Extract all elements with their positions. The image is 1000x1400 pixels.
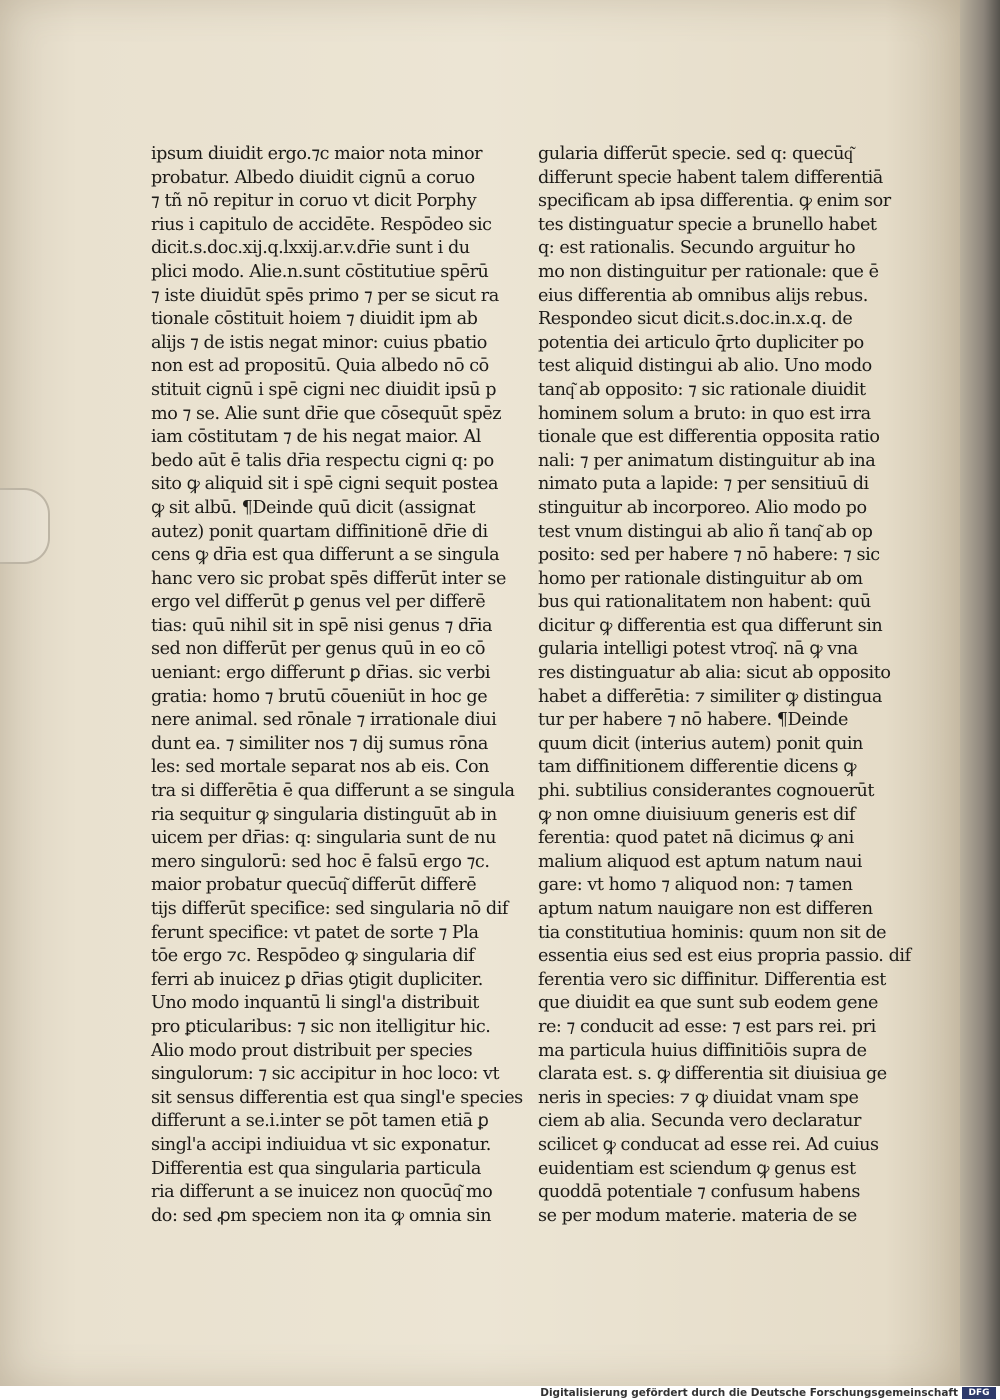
text-line: essentia eius sed est eius propria passio. dif <box>538 946 911 967</box>
text-line: dicitur ꝙ differentia est qua differunt sin <box>538 615 883 636</box>
text-line: Alio modo prout distribuit per species <box>151 1040 473 1061</box>
text-line: dicit.s.doc.xij.q.lxxij.ar.v.dr̄ie sunt i du <box>151 238 470 259</box>
text-line: mo non distinguitur per rationale: que ē <box>538 261 879 282</box>
text-line: ipsum diuidit ergo.⁊c maior nota minor <box>151 144 483 164</box>
text-line: bedo aūt ē talis dr̄ia respectu cigni q: po <box>151 450 494 471</box>
text-line: gratia: homo ⁊ brutū cōueniūt in hoc ge <box>151 686 488 707</box>
text-line: potentia dei articulo q̄rto dupliciter po <box>538 332 864 353</box>
text-line: test aliquid distingui ab alio. Uno modo <box>538 356 872 377</box>
text-line: cens ꝙ dr̄ia est qua differunt a se singula <box>151 545 500 566</box>
text-line: sito ꝙ aliquid sit i spē cigni sequit postea <box>151 474 499 495</box>
text-line: ria sequitur ꝙ singularia distinguūt ab in <box>151 804 497 825</box>
text-line: ferri ab inuicez ꝑ dr̄ias ꝯtigit dupliciter. <box>151 969 483 990</box>
text-line: ueniant: ergo differunt ꝑ dr̄ias. sic verbi <box>151 663 491 684</box>
text-line: probatur. Albedo diuidit cignū a coruo <box>151 167 475 188</box>
text-line: singulorum: ⁊ sic accipitur in hoc loco: vt <box>151 1064 500 1085</box>
text-line: malium aliquod est aptum natum naui <box>538 851 862 872</box>
text-line: se per modum materie. materia de se <box>538 1205 857 1226</box>
text-line: pro ꝑticularibus: ⁊ sic non itelligitur hic. <box>151 1016 491 1037</box>
text-line: nali: ⁊ per animatum distinguitur ab ina <box>538 450 876 471</box>
text-line: tam diffinitionem differentie dicens ꝙ <box>538 757 857 778</box>
text-line: gare: vt homo ⁊ aliquod non: ⁊ tamen <box>538 875 853 896</box>
text-line: nimato puta a lapide: ⁊ per sensitiuū di <box>538 474 869 495</box>
text-line: tōe ergo ⁊c. Respōdeo ꝙ singularia dif <box>151 946 475 967</box>
text-line: bus qui rationalitatem non habent: quū <box>538 592 871 613</box>
funding-credit: Digitalisierung gefördert durch die Deutsche Forschungsgemeinschaft <box>540 1387 958 1399</box>
text-line: Respondeo sicut dicit.s.doc.in.x.q. de <box>538 309 853 330</box>
text-line: differunt specie habent talem differentiā <box>538 167 883 188</box>
text-line: nere animal. sed rōnale ⁊ irrationale diui <box>151 710 497 731</box>
text-line: uicem per dr̄ias: q: singularia sunt de nu <box>151 828 496 849</box>
text-line: les: sed mortale separat nos ab eis. Con <box>151 757 490 778</box>
text-line: differunt a se.i.inter se pōt tamen etiā ꝑ <box>151 1111 489 1132</box>
text-line: iam cōstitutam ⁊ de his negat maior. Al <box>151 427 481 448</box>
text-line: Differentia est qua singularia particula <box>151 1158 481 1179</box>
text-line: specificam ab ipsa differentia. ꝙ enim sor <box>538 191 891 212</box>
text-line: q: est rationalis. Secundo arguitur ho <box>538 238 856 259</box>
text-line: gularia intelligi potest vtroq͂. nā ꝙ vna <box>538 639 858 660</box>
text-line: res distinguatur ab alia: sicut ab opposito <box>538 663 891 684</box>
text-line: sed non differūt per genus quū in eo cō <box>151 639 486 660</box>
text-line: autez) ponit quartam diffinitionē dr̄ie di <box>151 521 488 542</box>
text-line: rius i capitulo de accidēte. Respōdeo sic <box>151 214 492 235</box>
text-line: ciem ab alia. Secunda vero declaratur <box>538 1111 861 1132</box>
dfg-logo-icon: DFG <box>962 1387 996 1399</box>
text-line: sit sensus differentia est qua singl'e species <box>151 1087 523 1108</box>
text-line: stinguitur ab incorporeo. Alio modo po <box>538 497 867 518</box>
text-line: clarata est. s. ꝙ differentia sit diuisiua ge <box>538 1064 887 1085</box>
text-line: aptum natum nauigare non est differen <box>538 899 873 919</box>
text-line: euidentiam est sciendum ꝙ genus est <box>538 1158 856 1179</box>
text-line: quoddā potentiale ⁊ confusum habens <box>538 1182 860 1203</box>
text-line: test vnum distingui ab alio ñ tanq͂ ab op <box>538 521 873 542</box>
text-line: tanq͂ ab opposito: ⁊ sic rationale diuidit <box>538 379 866 400</box>
text-line: hominem solum a bruto: in quo est irra <box>538 403 871 424</box>
text-line: posito: sed per habere ⁊ nō habere: ⁊ sic <box>538 545 880 566</box>
text-line: habet a differētia: ⁊ similiter ꝙ distingua <box>538 686 882 707</box>
text-line: stituit cignū i spē cigni nec diuidit ipsū p <box>151 379 497 400</box>
text-line: neris in species: ⁊ ꝙ diuidat vnam spe <box>538 1087 859 1108</box>
text-line: dunt ea. ⁊ similiter nos ⁊ dij sumus rōna <box>151 733 488 754</box>
text-line: eius differentia ab omnibus alijs rebus. <box>538 285 868 306</box>
text-line: tias: quū nihil sit in spē nisi genus ⁊ dr̄ia <box>151 615 493 636</box>
text-line: ꝙ sit albū. ¶Deinde quū dicit (assignat <box>151 497 476 518</box>
text-line: non est ad propositū. Quia albedo nō cō <box>151 356 489 377</box>
text-line: ⁊ iste diuidūt spēs primo ⁊ per se sicut ra <box>151 285 499 306</box>
text-line: phi. subtilius considerantes cognouerūt <box>538 781 875 802</box>
text-line: que diuidit ea que sunt sub eodem gene <box>538 993 878 1014</box>
text-line: quum dicit (interius autem) ponit quin <box>538 733 863 754</box>
text-line: tur per habere ⁊ nō habere. ¶Deinde <box>538 710 848 731</box>
text-line: ma particula huius diffinitiōis supra de <box>538 1040 867 1061</box>
text-line: tia constitutiua hominis: quum non sit de <box>538 922 887 943</box>
text-line: scilicet ꝙ conducat ad esse rei. Ad cuius <box>538 1134 879 1155</box>
text-line: tijs differūt specifice: sed singularia nō dif <box>151 899 508 919</box>
text-line: ferunt specifice: vt patet de sorte ⁊ Pla <box>151 922 479 943</box>
text-line: tes distinguatur specie a brunello habet <box>538 214 877 235</box>
text-line: ferentia: quod patet nā dicimus ꝙ ani <box>538 828 854 849</box>
text-line: tra si differētia ē qua differunt a se singula <box>151 781 515 802</box>
text-line: re: ⁊ conducit ad esse: ⁊ est pars rei. pri <box>538 1016 876 1037</box>
scan-clip-mark <box>0 488 50 564</box>
text-line: alijs ⁊ de istis negat minor: cuius pbatio <box>151 332 487 353</box>
text-line: mero singulorū: sed hoc ē falsū ergo ⁊c. <box>151 851 490 872</box>
left-text-column <box>151 143 521 1228</box>
text-line: Uno modo inquantū li singl'a distribuit <box>151 993 479 1014</box>
text-line: homo per rationale distinguitur ab om <box>538 568 863 589</box>
text-line: hanc vero sic probat spēs differūt inter se <box>151 568 506 589</box>
text-line: do: sed ꝓm speciem non ita ꝙ omnia sin <box>151 1205 492 1226</box>
text-line: ergo vel differūt ꝑ genus vel per differē <box>151 592 486 613</box>
right-text-column <box>538 143 911 1228</box>
text-line: maior probatur quecūq͂ differūt differē <box>151 875 477 896</box>
text-line: ria differunt a se inuicez non quocūq͂ mo <box>151 1182 493 1203</box>
text-line: singl'a accipi indiuidua vt sic exponatur. <box>151 1134 491 1155</box>
text-line: gularia differūt specie. sed q: quecūq͂ <box>538 144 853 164</box>
footer-bar <box>0 1386 1000 1400</box>
text-line: ⁊ tñ nō repitur in coruo vt dicit Porphy <box>151 191 477 212</box>
book-gutter <box>960 0 1000 1386</box>
text-line: tionale cōstituit hoiem ⁊ diuidit ipm ab <box>151 309 478 330</box>
text-line: ferentia vero sic diffinitur. Differentia est <box>538 969 886 990</box>
text-line: mo ⁊ se. Alie sunt dr̄ie que cōsequūt spēz <box>151 403 502 424</box>
text-line: ꝙ non omne diuisiuum generis est dif <box>538 804 856 825</box>
text-line: tionale que est differentia opposita ratio <box>538 427 880 448</box>
text-line: plici modo. Alie.n.sunt cōstitutiue spērū <box>151 261 489 282</box>
